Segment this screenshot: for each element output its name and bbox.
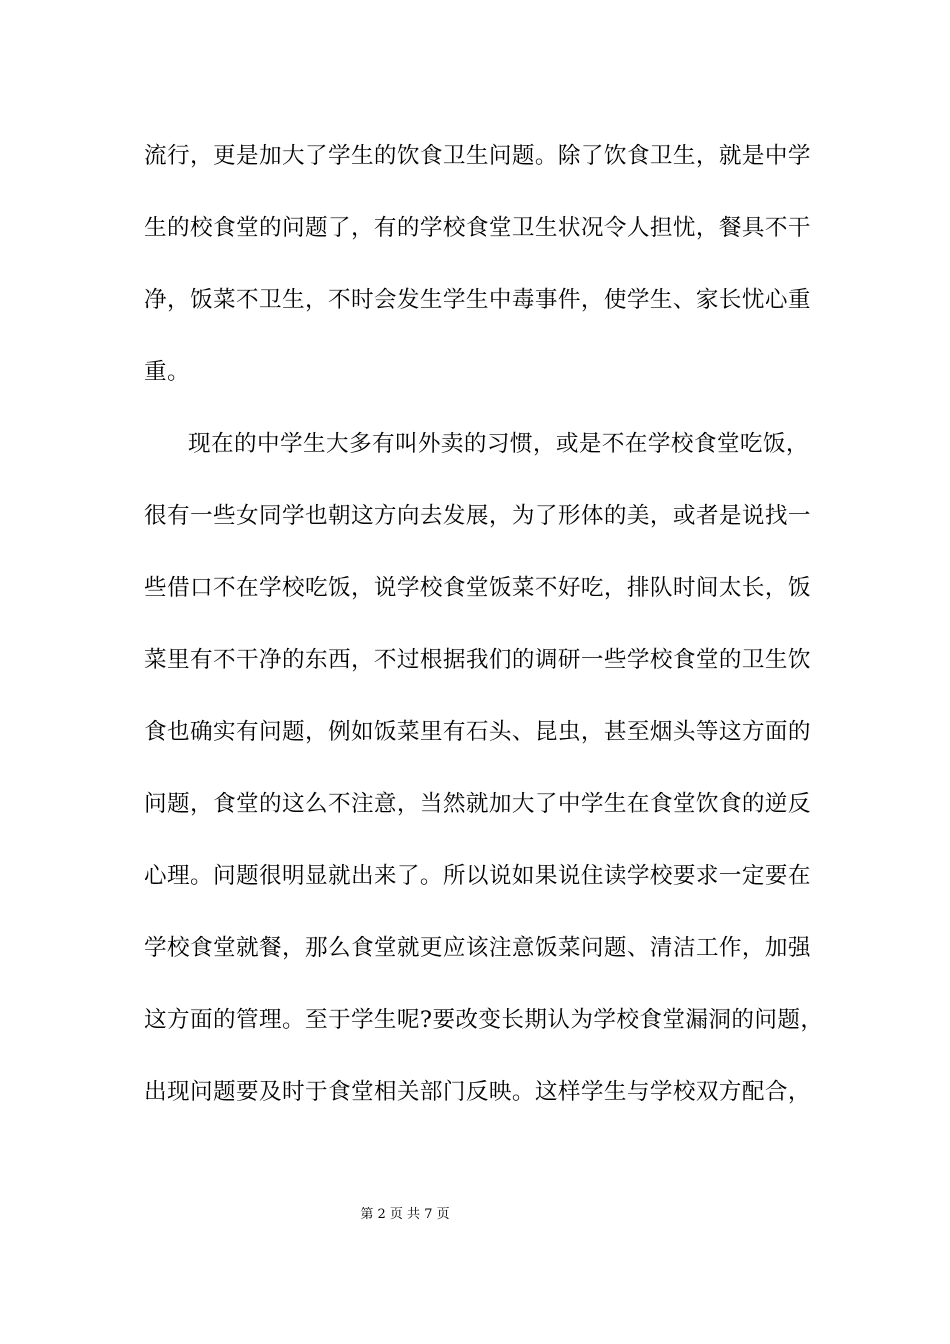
paragraph-2-line-9: 这方面的管理。至于学生呢?要改变长期认为学校食堂漏洞的问题， — [144, 1007, 824, 1033]
paragraph-2-line-1: 现在的中学生大多有叫外卖的习惯，或是不在学校食堂吃饭， — [188, 431, 809, 457]
paragraph-1-line-2: 生的校食堂的问题了，有的学校食堂卫生状况令人担忧，餐具不干 — [144, 215, 811, 241]
paragraph-2-line-2: 很有一些女同学也朝这方向去发展，为了形体的美，或者是说找一 — [144, 503, 811, 529]
paragraph-1-line-3: 净，饭菜不卫生，不时会发生学生中毒事件，使学生、家长忧心重 — [144, 287, 811, 313]
paragraph-2-line-6: 问题，食堂的这么不注意，当然就加大了中学生在食堂饮食的逆反 — [144, 791, 811, 817]
page-number-footer: 第 2 页 共 7 页 — [360, 1207, 450, 1222]
paragraph-1-line-4: 重。 — [144, 359, 190, 385]
paragraph-2-line-3: 些借口不在学校吃饭，说学校食堂饭菜不好吃，排队时间太长，饭 — [144, 575, 811, 601]
paragraph-2-line-5: 食也确实有问题，例如饭菜里有石头、昆虫，甚至烟头等这方面的 — [144, 719, 811, 745]
paragraph-1-line-1: 流行，更是加大了学生的饮食卫生问题。除了饮食卫生，就是中学 — [144, 143, 811, 169]
paragraph-2-line-8: 学校食堂就餐，那么食堂就更应该注意饭菜问题、清洁工作，加强 — [144, 935, 811, 961]
paragraph-2-line-10: 出现问题要及时于食堂相关部门反映。这样学生与学校双方配合， — [144, 1079, 811, 1105]
paragraph-2-line-7: 心理。问题很明显就出来了。所以说如果说住读学校要求一定要在 — [144, 863, 811, 889]
paragraph-2-line-4: 菜里有不干净的东西，不过根据我们的调研一些学校食堂的卫生饮 — [144, 647, 811, 673]
